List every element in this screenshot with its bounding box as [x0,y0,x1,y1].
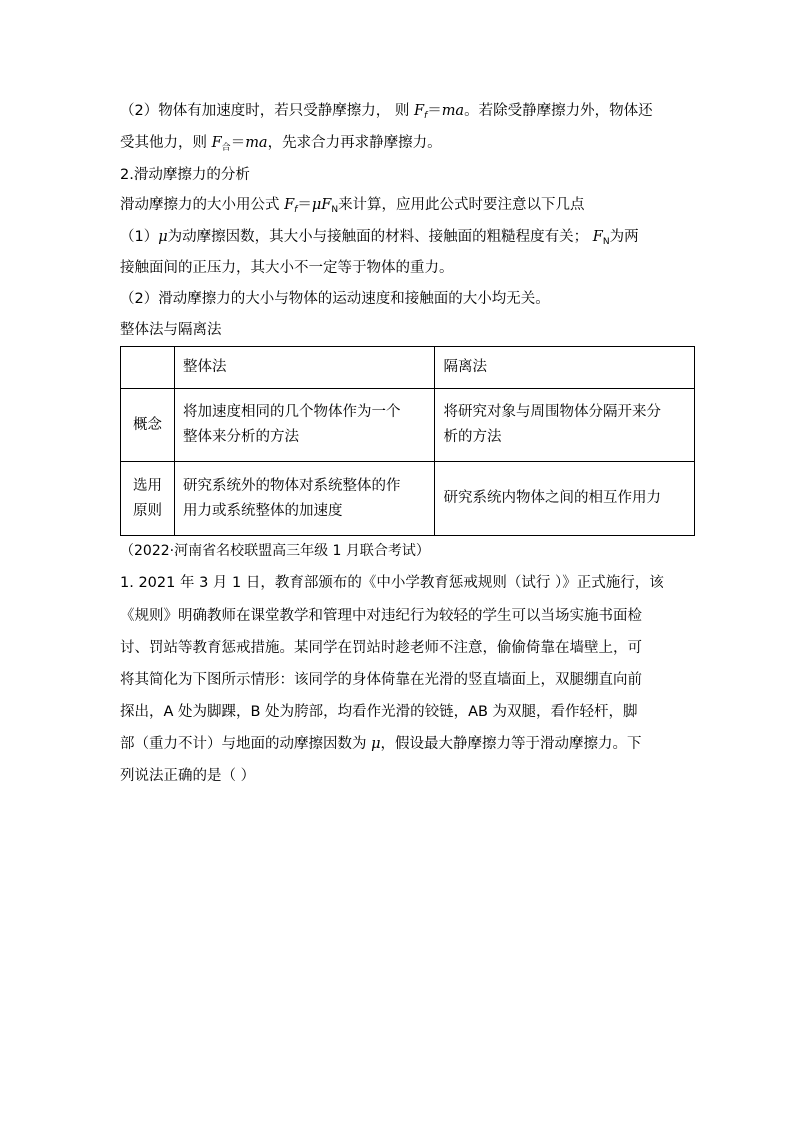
question-line [120,734,642,754]
text: 为动摩擦因数，其大小与接触面的材料、接触面的粗糙程度有关； [167,229,593,245]
question-line: 1. 2021 年 3 月 1 日，教育部颁布的《中小学教育惩戒规则（试行 ）》正式施行，该 [120,575,664,591]
header-cell-empty [121,347,175,389]
label-line: 选用 [132,477,162,494]
table-row [121,389,695,462]
question-source: （2022·河南省名校联盟高三年级 1 月联合考试） [120,543,430,559]
para1-line2 [120,133,442,158]
text: ，先求合力再求静摩擦力。 [267,135,442,151]
subscript: N [602,237,610,247]
cell-line: 析的方法 [443,429,502,445]
cell-line: 将研究对象与周围物体分隔开来分 [443,404,661,420]
heading-sliding-friction: 2.滑动摩擦力的分析 [120,167,250,183]
question-line: 讨、罚站等教育惩戒措施。某同学在罚站时趁老师不注意，偷偷倚靠在墙壁上，可 [120,640,642,656]
text: 为两 [609,229,639,245]
question-line: 将其简化为下图所示情形：该同学的身体倚靠在光滑的竖直墙面上，双腿绷直向前 [120,672,642,688]
text: （1） [120,229,159,245]
cell-line: 用力或系统整体的加速度 [182,502,343,519]
subscript: N [331,205,339,215]
subscript: 合 [221,143,231,153]
subscript: f [294,205,298,215]
mu-term: μF [311,197,332,213]
text: （2）物体有加速度时，若只受静摩擦力， 则 [120,103,414,119]
text: 来计算，应用此公式时要注意以下几点 [338,197,585,213]
subscript: f [424,111,428,121]
cell-line: 整体来分析的方法 [182,429,299,445]
force-symbol: F [284,197,295,213]
question-line: 列说法正确的是（ ） [120,768,256,784]
equals: ＝ [427,103,442,119]
question-line: 《规则》明确教师在课堂教学和管理中对违纪行为较轻的学生可以当场实施书面检 [120,608,642,624]
text: 。若除受静摩擦力外，物体还 [464,103,653,119]
item2: （2）滑动摩擦力的大小与物体的运动速度和接触面的大小均无关。 [120,291,550,307]
table-header-row [121,347,695,389]
label-line: 原则 [132,502,162,519]
force-symbol: F [592,229,603,245]
comparison-table [120,346,695,536]
question-line: 探出，A 处为脚踝，B 处为胯部，均看作光滑的铰链，AB 为双腿，看作轻杆，脚 [120,704,638,720]
item1-line2: 接触面间的正压力，其大小不一定等于物体的重力。 [120,260,454,276]
ma-term: ma [441,103,465,119]
text: 受其他力，则 [120,135,212,151]
text: 滑动摩擦力的大小用公式 [120,197,285,213]
equals: ＝ [297,197,312,213]
table-row [121,462,695,536]
force-symbol: F [211,135,222,151]
header-cell-whole: 整体法 [174,347,435,389]
mu-symbol: μ [371,736,381,752]
cell-whole [174,462,435,536]
label-line: 概念 [132,416,162,433]
cell-whole [174,389,435,462]
para2 [120,195,585,220]
item1-line1 [120,227,639,252]
text: 部（重力不计）与地面的动摩擦因数为 [120,736,372,752]
cell-line: 研究系统外的物体对系统整体的作 [182,477,401,494]
cell-isolate [435,462,695,536]
cell-line: 将加速度相同的几个物体作为一个 [182,404,401,420]
row-label [121,389,175,462]
section-title: 整体法与隔离法 [120,322,222,338]
row-label [121,462,175,536]
force-symbol: F [413,103,425,119]
ma-term: ma [245,135,268,151]
header-cell-isolate: 隔离法 [435,347,695,389]
mu-symbol: μ [158,229,168,245]
text: ，假设最大静摩擦力等于滑动摩擦力。下 [380,736,642,752]
equals: ＝ [230,135,246,151]
para1-line1 [120,101,653,126]
cell-line: 研究系统内物体之间的相互作用力 [443,490,661,506]
cell-isolate [435,389,695,462]
